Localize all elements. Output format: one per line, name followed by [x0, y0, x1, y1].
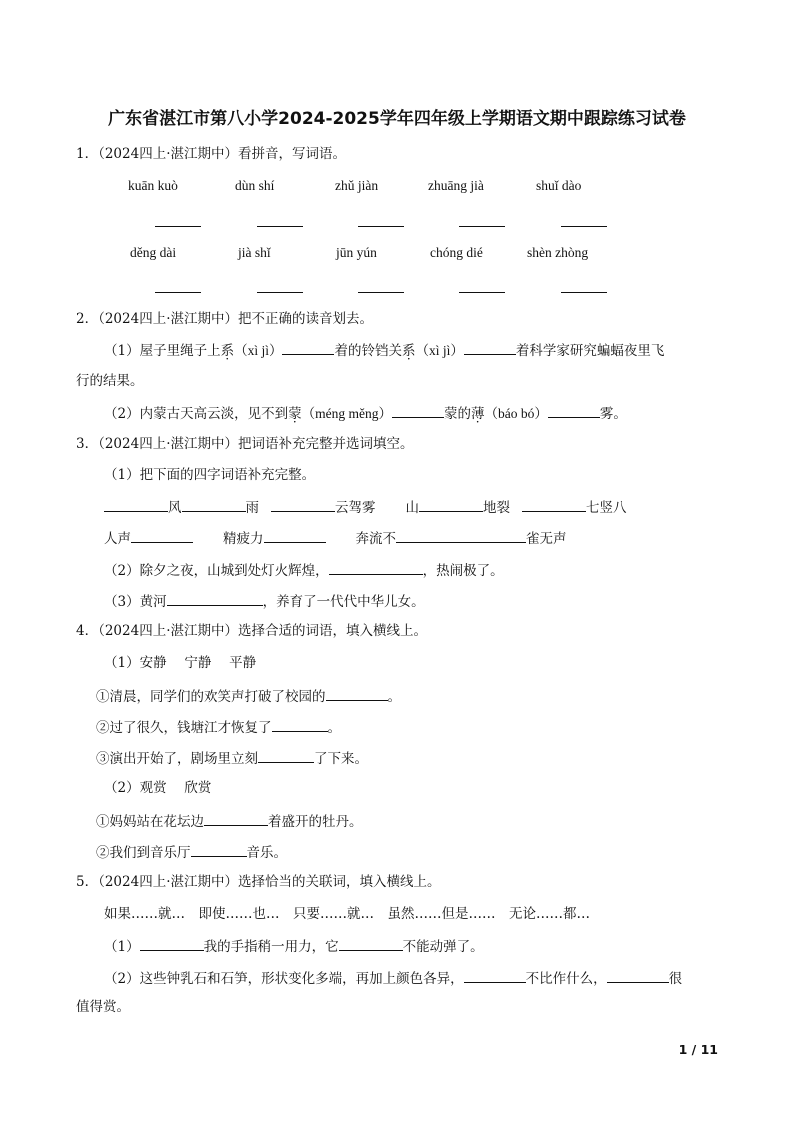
answer-blank[interactable]	[131, 528, 193, 543]
answer-blank[interactable]	[258, 748, 314, 763]
answer-blank[interactable]	[358, 292, 404, 293]
pinyin-jia-shi: jià shǐ	[238, 245, 271, 260]
question-2-item-1: （1）屋子里绳子上系（xì jì） 着的铃铛关系（xì jì） 着科学家研究蝙蝠夜里飞	[104, 340, 664, 360]
answer-blank[interactable]	[339, 936, 403, 951]
question-4-stem: 4．（2024四上·湛江期中）选择合适的词语，填入横线上。	[76, 623, 427, 639]
pinyin-dun-shi: dùn shí	[235, 178, 275, 193]
answer-blank[interactable]	[257, 226, 303, 227]
answer-blank[interactable]	[204, 811, 268, 826]
answer-blank[interactable]	[272, 717, 328, 732]
question-4-group-1-item-3: ③演出开始了，剧场里立刻 了下来。	[96, 748, 368, 768]
answer-blank[interactable]	[464, 968, 526, 983]
pinyin-shui-dao: shuǐ dào	[536, 178, 582, 193]
question-2-stem: 2．（2024四上·湛江期中）把不正确的读音划去。	[76, 311, 373, 327]
answer-blank[interactable]	[358, 226, 404, 227]
page-number: 1 / 11	[678, 1042, 718, 1057]
answer-blank[interactable]	[104, 497, 168, 512]
answer-blank[interactable]	[392, 403, 444, 418]
idiom-row-2: 人声 精疲力 奔流不 雀无声	[104, 528, 567, 548]
question-3-item-3: （3）黄河 ，养育了一代代中华儿女。	[104, 591, 425, 611]
question-4-group-1-item-2: ②过了很久，钱塘江才恢复了 。	[96, 717, 341, 737]
idiom-row-1: 风 雨 云驾雾 山 地裂 七竖八	[104, 497, 627, 517]
answer-blank[interactable]	[155, 226, 201, 227]
question-4-group-2-item-2: ②我们到音乐厅 音乐。	[96, 842, 287, 862]
question-4-group-1-item-1: ①清晨，同学们的欢笑声打破了校园的 。	[96, 686, 401, 706]
pinyin-shen-zhong: shèn zhòng	[527, 245, 589, 260]
question-3-item-2: （2）除夕之夜，山城到处灯火辉煌， ，热闹极了。	[104, 560, 504, 580]
question-3-item-1: （1）把下面的四字词语补充完整。	[104, 467, 316, 483]
pinyin-zhuang-jia: zhuāng jià	[428, 178, 484, 193]
answer-blank[interactable]	[264, 528, 326, 543]
pinyin-kuan-kuo: kuān kuò	[128, 178, 178, 193]
answer-blank[interactable]	[607, 968, 669, 983]
answer-blank[interactable]	[459, 226, 505, 227]
question-5-item-2: （2）这些钟乳石和石笋，形状变化多端，再加上颜色各异， 不比作什么， 很	[104, 968, 682, 988]
answer-blank[interactable]	[282, 340, 334, 355]
answer-blank[interactable]	[257, 292, 303, 293]
question-3-stem: 3．（2024四上·湛江期中）把词语补充完整并选词填空。	[76, 436, 414, 452]
answer-blank[interactable]	[522, 497, 586, 512]
question-2-item-1-cont: 行的结果。	[76, 373, 144, 389]
word-group-2: （2）观赏 欣赏	[104, 780, 212, 796]
question-5-item-1: （1） 我的手指稍一用力，它 不能动弹了。	[104, 936, 484, 956]
question-4-group-2-item-1: ①妈妈站在花坛边 着盛开的牡丹。	[96, 811, 363, 831]
answer-blank[interactable]	[561, 226, 607, 227]
answer-blank[interactable]	[464, 340, 516, 355]
question-5-stem: 5．（2024四上·湛江期中）选择恰当的关联词，填入横线上。	[76, 874, 441, 890]
answer-blank[interactable]	[548, 403, 600, 418]
answer-blank[interactable]	[191, 842, 247, 857]
pinyin-chong-die: chóng dié	[430, 245, 483, 260]
answer-blank[interactable]	[396, 528, 526, 543]
answer-blank[interactable]	[561, 292, 607, 293]
word-group-1: （1）安静 宁静 平静	[104, 655, 257, 671]
pinyin-zhu-jian: zhǔ jiàn	[335, 178, 379, 193]
answer-blank[interactable]	[459, 292, 505, 293]
pinyin-jun-yun: jūn yún	[336, 245, 377, 260]
pinyin-deng-dai: děng dài	[130, 245, 177, 260]
answer-blank[interactable]	[419, 497, 483, 512]
conjunction-options: 如果……就… 即使……也… 只要……就… 虽然……但是…… 无论……都…	[104, 906, 590, 922]
answer-blank[interactable]	[182, 497, 246, 512]
answer-blank[interactable]	[326, 686, 388, 701]
question-2-item-2: （2）内蒙古天高云淡，见不到蒙（méng měng） 蒙的薄（báo bó） 雾。	[104, 403, 627, 423]
question-5-item-2-cont: 值得赏。	[76, 999, 130, 1015]
answer-blank[interactable]	[140, 936, 204, 951]
answer-blank[interactable]	[329, 560, 423, 575]
question-1-stem: 1．（2024四上·湛江期中）看拼音，写词语。	[76, 146, 346, 162]
page-title: 广东省湛江市第八小学2024-2025学年四年级上学期语文期中跟踪练习试卷	[108, 109, 686, 129]
answer-blank[interactable]	[271, 497, 335, 512]
answer-blank[interactable]	[167, 591, 263, 606]
answer-blank[interactable]	[155, 292, 201, 293]
